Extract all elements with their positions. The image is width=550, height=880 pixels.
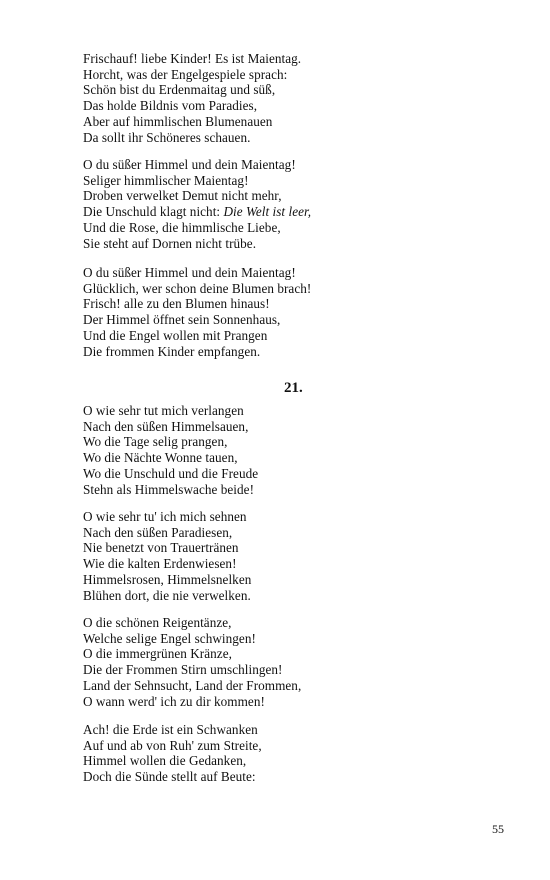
verse-line: Und die Engel wollen mit Prangen — [83, 327, 268, 343]
verse-line: Wo die Unschuld und die Freude — [83, 465, 259, 481]
verse-line: Die frommen Kinder empfangen. — [83, 343, 261, 359]
verse-line: Auf und ab von Ruh' zum Streite, — [83, 737, 262, 753]
verse-line-with-italic — [83, 204, 311, 220]
verse-line: Droben verwelket Demut nicht mehr, — [83, 188, 282, 204]
verse-line: Blühen dort, die nie verwelken. — [83, 587, 251, 603]
verse-line: Doch die Sünde stellt auf Beute: — [83, 769, 256, 785]
verse-line: O wie sehr tut mich verlangen — [83, 403, 244, 418]
verse-line: Frischauf! liebe Kinder! Es ist Maientag. — [83, 51, 302, 66]
verse-line: Wo die Tage selig prangen, — [83, 434, 228, 450]
verse-line: Der Himmel öffnet sein Sonnenhaus, — [83, 312, 281, 328]
verse-line: Frisch! alle zu den Blumen hinaus! — [83, 296, 270, 312]
verse-line: Horcht, was der Engelgespiele sprach: — [83, 66, 288, 82]
verse-line: Schön bist du Erdenmaitag und süß, — [83, 82, 276, 98]
stanza-2 — [83, 157, 311, 251]
verse-line: Land der Sehnsucht, Land der Frommen, — [83, 677, 302, 693]
verse-line: Nach den süßen Himmelsauen, — [83, 418, 249, 434]
verse-line: O die immergrünen Kränze, — [83, 646, 232, 662]
verse-line: O die schönen Reigentänze, — [83, 615, 232, 630]
stanza-5 — [83, 509, 251, 603]
verse-line: Himmel wollen die Gedanken, — [83, 753, 247, 769]
verse-line: O du süßer Himmel und dein Maientag! — [83, 157, 296, 172]
verse-line: Und die Rose, die himmlische Liebe, — [83, 219, 281, 235]
verse-line: O du süßer Himmel und dein Maientag! — [83, 265, 296, 280]
verse-line: Welche selige Engel schwingen! — [83, 630, 256, 646]
verse-line: Wo die Nächte Wonne tauen, — [83, 450, 238, 466]
verse-line: Himmelsrosen, Himmelsnelken — [83, 571, 252, 587]
stanza-6 — [83, 615, 301, 709]
poem-number: 21. — [284, 380, 303, 396]
verse-line: O wie sehr tu' ich mich sehnen — [83, 509, 247, 524]
verse-line: Aber auf himmlischen Blumenauen — [83, 113, 273, 129]
verse-line: Da sollt ihr Schöneres schauen. — [83, 129, 251, 145]
stanza-1 — [83, 51, 301, 145]
stanza-3 — [83, 265, 311, 359]
verse-line: Sie steht auf Dornen nicht trübe. — [83, 235, 257, 251]
verse-line: Seliger himmlischer Maientag! — [83, 172, 249, 188]
verse-line: Nie benetzt von Trauertränen — [83, 540, 239, 556]
verse-line: Das holde Bildnis vom Paradies, — [83, 98, 258, 114]
verse-line: O wann werd' ich zu dir kommen! — [83, 693, 265, 709]
stanza-4 — [83, 403, 258, 497]
page-number: 55 — [492, 822, 504, 836]
verse-line: Wie die kalten Erdenwiesen! — [83, 556, 237, 572]
verse-line: Glücklich, wer schon deine Blumen brach! — [83, 280, 312, 296]
verse-line: Stehn als Himmelswache beide! — [83, 481, 255, 497]
verse-line-text: Die Unschuld klagt nicht: — [83, 204, 224, 220]
italic-phrase: Die Welt ist leer, — [223, 204, 312, 220]
verse-line: Nach den süßen Paradiesen, — [83, 524, 233, 540]
verse-line: Die der Frommen Stirn umschlingen! — [83, 662, 283, 678]
stanza-7 — [83, 722, 262, 785]
verse-line: Ach! die Erde ist ein Schwanken — [83, 722, 258, 737]
